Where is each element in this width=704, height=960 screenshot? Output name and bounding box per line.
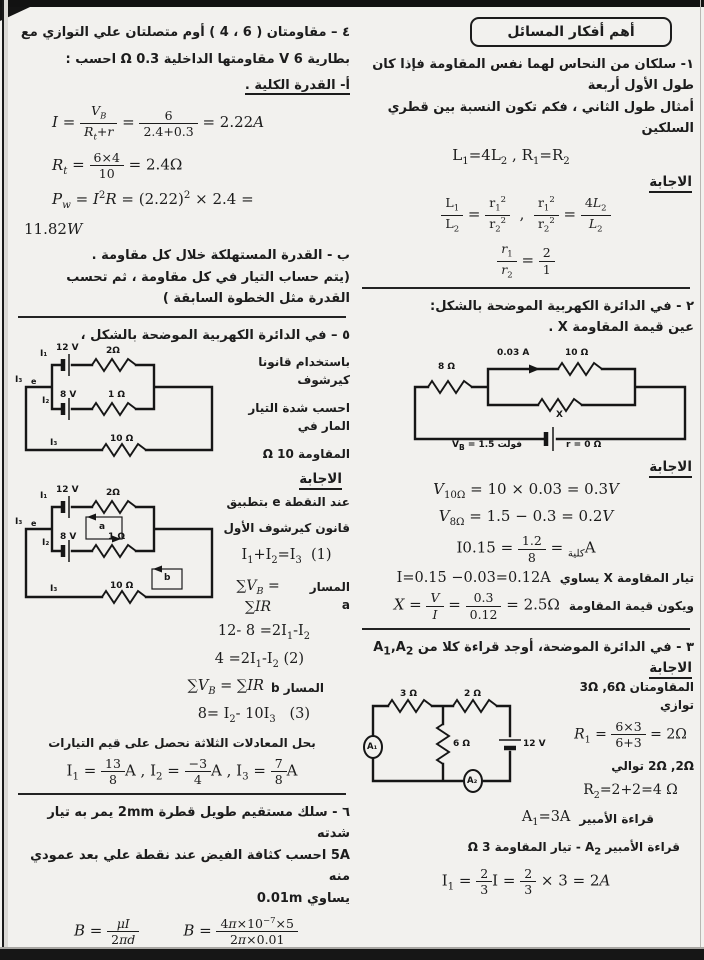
internal-resistance-label: r = 0 Ω [566, 439, 602, 450]
answer-3-a1-text: قراءة الأمبير [579, 812, 654, 827]
resistor-2ohm-label: 2Ω [106, 345, 120, 356]
problem-4-part-a: أ- القدرة الكلية . [244, 77, 350, 93]
circuit-a-wires [400, 341, 690, 453]
problem-5-text-2: احسب شدة التيار المار في [248, 400, 350, 433]
scan-bottom-edge [0, 949, 704, 960]
problem-5-heading: ٥ – في الدائرة الكهربية الموضحة بالشكل ، [80, 328, 350, 344]
circuit-diagram-kirchhoff [14, 342, 219, 465]
problem-6-equations-row [74, 917, 350, 946]
ammeter-a2-label: A₂ [467, 776, 478, 787]
current-i1-label: I₁ [40, 490, 48, 501]
answer-heading-1: الاجابة [360, 174, 692, 190]
scan-left-shadow [4, 0, 8, 960]
answer-3-a1-row [358, 808, 654, 830]
problem-4-current-equation: I = $\frac{V_B}{R_t+r}$ = $\frac{6}{2.4+0.3}$ = 2.22A [52, 103, 265, 143]
resistor-1ohm-label: 1 Ω [108, 389, 126, 400]
circuit-b2-wires [14, 489, 219, 615]
current-i3-label: I₃ [15, 374, 23, 385]
answer-2-current-x-text: تيار المقاومة X يساوي [559, 571, 694, 586]
problem-6-line-1: ٦ - سلك مستقيم طويل قطرة 2mm يمر به تيار شدته [47, 805, 350, 842]
resistor-8ohm-label: 8 Ω [438, 361, 456, 372]
circuit-b1-wires [14, 347, 219, 465]
answer-heading-2: الاجابة [360, 459, 692, 475]
separator [18, 316, 346, 318]
problem-4-line-1: ٤ – مقاومتان ( 6 ، 4 ) أوم متصلتان علي التوازي مع [20, 25, 350, 40]
loop-b-kvl-equation: $\sum V_B = \sum IR$ [187, 678, 264, 698]
answer-2-v10: $V_{10\Omega} = 10 \times 0.03 = 0.3V$ [433, 479, 619, 501]
answer-3-r1-equation: $R_1$ = $\frac{6\times 3}{6+3}$ = 2Ω [574, 719, 687, 751]
resistor-10ohm-label: 10 Ω [565, 347, 589, 358]
separator [362, 628, 690, 630]
loop-a-mark: a [99, 521, 106, 532]
answer-5-text-2: قانون كيرشوف الأول [223, 520, 350, 535]
circuit-diagram-parallel-x [400, 341, 690, 453]
answer-heading-5: الاجابة [16, 471, 342, 487]
resistor-6ohm-label: 6 Ω [453, 739, 471, 750]
solve-equations-note: بحل المعادلات الثلاثة نحصل على قيم التيارات [48, 735, 316, 750]
circuit-diagram-kirchhoff-loops [14, 484, 219, 615]
loop-b-path-label: المسار b [270, 681, 324, 696]
scan-right-edge [700, 0, 701, 960]
answer-2-x-value-equation: X = $\frac{V}{I}$ = $\frac{0.3}{0.12}$ = 2.5Ω [393, 590, 560, 622]
left-column [14, 10, 350, 947]
separator [18, 793, 346, 795]
battery-voltage-label: $V_B = 1.5$ فولت [452, 439, 523, 452]
answer-3-r2-equation: $R_2=2+2=4$ Ω [583, 782, 678, 802]
page-title: أهم أفكار المسائل [470, 17, 672, 47]
answer-2-x-value-text: ويكون قيمة المقاومة [568, 599, 694, 614]
battery-8v-label: 8 V [60, 389, 77, 400]
current-i2-label: I₂ [42, 537, 50, 548]
current-i3-bottom-label: I₃ [50, 437, 58, 448]
node-e-label: e [31, 518, 37, 528]
problem-3-heading: ٣ - في الدائرة الموضحة، أوجد قراءة كلا من $A_1,A_2$ [373, 639, 694, 658]
answer-heading-3: الاجابة [360, 660, 692, 676]
answer-5-text-1: عند النقطة e بتطبيق [226, 494, 350, 509]
current-i3-label: I₃ [15, 516, 23, 527]
current-i2-label: I₂ [42, 395, 50, 406]
problem-1-line-1: ١- سلكان من النحاس لهما نفس المقاومة فإذا كان طول الأول أربعة [372, 57, 694, 94]
problem-4-power-equation: $P_w = I^2R = (2.22)^2 \times 2.4$ = [52, 190, 254, 212]
loop-b-mark: b [164, 572, 171, 583]
currents-result-equation: $I_1$ = $\frac{13}{8}$ A , $I_2$ = $\frac{-3}{4}$ A , $I_3$ = $\frac{7}{8}$ A [66, 755, 298, 787]
problem-4-power-result: 11.82W [24, 219, 83, 238]
circuit-diagram-ammeters [358, 678, 563, 804]
problem-6-line-2: 5A احسب كثافة الفيض عند نقطة علي بعد عمودي منه [30, 847, 350, 885]
problem-1-given-equation: $L_1=4L_2$ , $R_1=R_2$ [452, 145, 570, 167]
resistor-x-label: X [556, 409, 563, 420]
problem-4-note-2: القدرة مثل الخطوة السابقة ) [162, 291, 350, 307]
problem-5-text-stack [223, 347, 350, 463]
problem-3-body [358, 678, 694, 804]
resistor-3ohm-label: 3 Ω [400, 689, 418, 700]
problem-4-rt-equation: $R_t$ = $\frac{6\times 4}{10}$ = 2.4Ω [52, 150, 183, 182]
current-i3-bottom-label: I₃ [50, 583, 58, 594]
flux-density-substitution: B = $\frac{4\pi\times 10^{-7}\times 5}{2\pi\times 0.01}$ [183, 917, 298, 946]
separator [362, 287, 690, 289]
problem-2-question: عين قيمة المقاومة X . [548, 320, 694, 336]
current-i1-label: I₁ [40, 348, 48, 359]
answer-3-a1-equation: $A_1=3A$ [521, 809, 571, 829]
answer-5-loop-a-row [223, 577, 350, 616]
scan-top-edge [0, 0, 704, 7]
resistor-10ohm-label: 10 Ω [110, 580, 134, 591]
problem-6-line-3: يساوي 0.01m [256, 890, 350, 906]
answer-2-x-value-row [358, 591, 694, 620]
answer-5-body [14, 484, 350, 616]
resistor-2ohm-label: 2Ω [106, 487, 120, 498]
problem-4-note-1: (يتم حساب التيار في كل مقاومة ، ثم تحسب [66, 269, 350, 285]
node-e-label: e [31, 376, 37, 386]
resistor-1ohm-label: 1 Ω [108, 531, 126, 542]
battery-12v-label: 12 V [523, 739, 546, 750]
current-label: 0.03 A [497, 347, 530, 358]
answer-3-a2-text: قراءة الأمبير $A_2$ - تيار المقاومة 3 Ω [467, 839, 680, 858]
problem-1-equation-result: $\frac{r_1}{r_2}$ = $\frac{2}{1}$ [358, 242, 694, 280]
loop-a-equation-1: 12- $8 =2I_1-I_2$ [217, 622, 310, 642]
loop-b-row [14, 677, 324, 699]
problem-1-equation-ratio: $\frac{L_1}{L_2}$ = $\frac{r_1^2}{r_2^2}$ , $\frac{r_1^2}{r_2^2}$ = $\frac{4L_2}{L_2}$ [358, 196, 694, 234]
loop-a-kvl-equation: $\sum V_B = \sum IR$ [236, 577, 280, 615]
problem-4-part-b: ب - القدرة المستهلكة خلال كل مقاومة . [91, 248, 350, 264]
loop-a-equation-2: $4 =2I_1-I_2$ (2) [214, 650, 304, 670]
loop-b-equation: $8= I_2-$ $10I_3$ (3) [197, 706, 310, 725]
battery-8v-label: 8 V [60, 531, 77, 542]
problem-5-text-3: المقاومة 10 Ω [262, 446, 350, 461]
answer-3-parallel-note: المقاومتان 3Ω ,6Ω توازي [579, 680, 694, 713]
answer-5-text-stack [223, 489, 350, 616]
battery-12v-label: 12 V [56, 484, 79, 495]
battery-12v-label: 12 V [56, 342, 79, 353]
answer-2-current-x-row [358, 569, 694, 588]
problem-4-line-2: بطارية 6 V مقاومتها الداخلية 0.3 Ω احسب : [65, 52, 350, 68]
problem-3-solution-stack [567, 678, 694, 802]
answer-2-v8: $V_{8\Omega} = 1.5 - 0.3 = 0.2V$ [438, 507, 614, 529]
flux-density-formula: B = $\frac{\mu I}{2\pi d}$ [74, 917, 139, 946]
resistor-2ohm-label: 2 Ω [464, 689, 482, 700]
problem-5-body [14, 342, 350, 465]
answer-2-current-x-equation: I=0.15 −0.03=0.12A [396, 569, 551, 586]
answer-3-i1-equation: $I_1$ = $\frac{2}{3}$ I = $\frac{2}{3}$ × 3 = 2A [441, 866, 611, 898]
loop-a-path-label: المسار a [309, 580, 350, 613]
problem-5-text-1: باستخدام قانونا كيرشوف [258, 354, 350, 387]
resistor-10ohm-label: 10 Ω [110, 433, 134, 444]
problem-1-line-2: أمثال طول الثاني ، فكم تكون النسبة بين قطري السلكين [387, 99, 694, 137]
problem-2-heading: ٢ - في الدائرة الكهربية الموضحة بالشكل: [430, 299, 694, 314]
answer-3-series-note: 2Ω ,2Ω توالي [611, 759, 694, 774]
answer-5-node-equation: $I_1+I_2=I_3$ (1) [241, 546, 332, 566]
answer-2-itotal: I $_{كلية}$ = $\frac{1.2}{8}$ = 0.15A [456, 533, 596, 565]
right-column [358, 10, 694, 897]
ammeter-a1-label: A₁ [367, 742, 378, 753]
